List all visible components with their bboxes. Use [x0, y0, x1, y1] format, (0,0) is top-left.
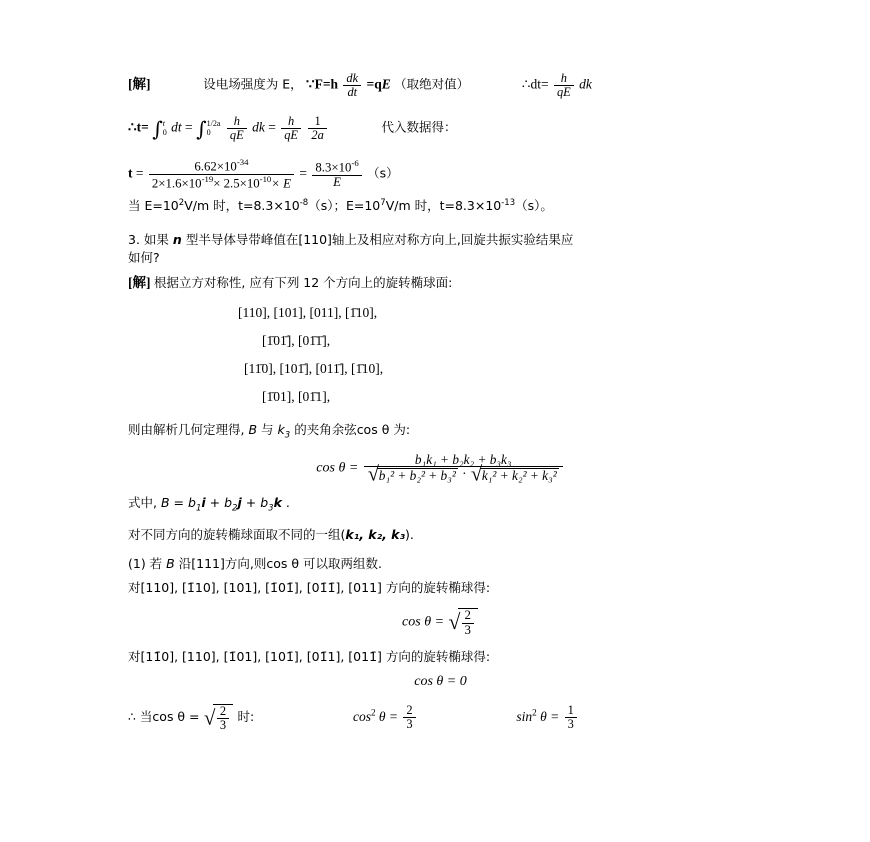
integral-sign-2: ∫: [196, 116, 207, 141]
h-numerator: h: [560, 71, 567, 85]
integral-equals-1: =: [185, 119, 193, 135]
result-numerator: $8.3\times 10^{-6}$: [315, 158, 359, 175]
groups-k3: , k₃: [382, 526, 405, 542]
values-exp-b: -8: [299, 197, 309, 208]
groups-lead: 对不同方向的旋转椭球面取不同的一组(: [128, 526, 346, 542]
result-fraction: [312, 159, 361, 189]
dt-denominator: dt: [343, 85, 361, 99]
where-j: j: [237, 494, 242, 510]
final-tail: 时:: [237, 708, 255, 724]
force-equals: =q: [366, 76, 382, 92]
numeric-equals-2: =: [299, 165, 307, 181]
h-qE-fraction-3: $\frac{h}{qE}$: [281, 115, 301, 142]
dir-011: [011],: [309, 304, 342, 320]
dir-1bar10-b: [1̄10],: [351, 360, 384, 376]
final-cos2-fraction: $\frac{2}{3}$: [403, 704, 415, 731]
solution-3-intro-line: [128, 273, 753, 293]
substitute-note: 代入数据得：: [381, 119, 457, 135]
where-plus-2: +: [245, 494, 257, 510]
solution-1-line-1: [128, 72, 753, 99]
case-1-directions-line-2: 对[11̄0], [110], [1̄01], [101̄], [01̄1], [011̄] 方向的旋转椭球得:: [128, 649, 491, 665]
case-1-label: (1) 若: [128, 555, 163, 571]
dir-01bar1: [01̄1],: [298, 388, 331, 404]
h-qE-fraction: [554, 72, 574, 99]
integral-sign-1: ∫: [152, 116, 163, 141]
solution-3-intro: 根据立方对称性, 应有下列 12 个方向上的旋转椭球面:: [153, 275, 453, 291]
where-plus-1: +: [209, 494, 221, 510]
final-lead: ∴ 当cos θ =: [128, 708, 200, 724]
direction-row-4: [262, 389, 753, 405]
final-sin2-fraction: $\frac{1}{3}$: [565, 704, 577, 731]
question-text-b: 型半导体导带峰值在[110]轴上及相应对称方向上,回旋共振实验结果应: [185, 231, 574, 247]
case-1-directions-line-1: 对[110], [1̄10], [101], [1̄01̄], [01̄1̄], [011] 方向的旋转椭球得:: [128, 579, 491, 595]
where-b3: b: [260, 494, 269, 510]
numeric-numerator: $6.62\times 10^{-34}$: [194, 157, 249, 174]
force-relation: ∵F=h: [306, 76, 339, 92]
direction-row-2: [262, 333, 753, 349]
dir-01bar1bar: [01̄1̄],: [298, 332, 331, 348]
where-b2-sub: 2: [232, 503, 238, 514]
dir-11bar0: [11̄0],: [244, 360, 277, 376]
final-cos2-rest: θ =: [378, 708, 399, 724]
case-1-eq1-sqrt: [449, 608, 478, 637]
values-text-a: 当 E=10: [128, 197, 179, 213]
integral-lead: ∴t=: [128, 119, 149, 135]
integral-limits-1: t 0: [162, 119, 167, 137]
final-sin2-rest: θ =: [540, 708, 560, 724]
one-over-2a-fraction: $\frac{1}{2a}$: [308, 115, 326, 142]
where-lead: 式中,: [128, 494, 157, 510]
formula-fraction: [364, 453, 563, 483]
result-unit: （s）: [367, 165, 399, 181]
final-sin2-lhs: sin: [516, 708, 533, 724]
case-1-line: [128, 555, 753, 573]
values-text-b: V/m 时，t=8.3×10: [184, 197, 300, 213]
formula-numerator: b₁k₁ + b₂k₂ + b₃k₃: [414, 451, 512, 467]
question-text-a: 如果: [143, 231, 169, 247]
where-k: k: [273, 494, 282, 510]
final-sqrt: [204, 704, 233, 732]
groups-k1: k₁: [345, 526, 360, 542]
dir-011bar: [011̄],: [315, 360, 348, 376]
numeric-lead: t: [128, 165, 133, 181]
final-sin2-exp: 2: [532, 707, 537, 718]
formula-lhs: cos θ =: [316, 459, 359, 475]
force-E: E: [381, 76, 391, 92]
cos-theta-lead-line: [128, 421, 753, 442]
direction-list: [238, 305, 753, 405]
where-B: B: [160, 494, 170, 510]
groups-line: [128, 526, 753, 544]
result-denominator: E: [312, 175, 361, 189]
cos-lead-k-sub: 3: [284, 430, 291, 441]
question-3-line-2: 如何?: [128, 250, 160, 265]
case-1-eq1-fraction: √ $\frac{2}{3}$: [462, 609, 474, 637]
formula-sqrt-b: √ b₁² + b₂² + b₃²: [368, 468, 458, 483]
dk-numerator: dk: [346, 71, 359, 85]
values-line: [128, 197, 753, 215]
integral-body-1: dt: [171, 119, 182, 135]
qE-denominator: qE: [554, 85, 574, 99]
solution-3-tag: [解]: [128, 275, 151, 291]
case-1-eq1-lhs: cos θ =: [402, 614, 445, 630]
solution-tag: [解]: [128, 76, 151, 92]
values-text-e: （s）。: [515, 197, 553, 213]
where-b1-sub: 1: [195, 503, 202, 514]
final-sqrt-fraction: √ $\frac{2}{3}$: [217, 705, 229, 732]
groups-k2: , k₂: [359, 526, 383, 542]
case-1-eq1-frac-wrap: [458, 608, 478, 637]
where-i: i: [201, 494, 206, 510]
numeric-fraction: [149, 158, 294, 190]
dt-relation: ∴dt=: [521, 76, 549, 92]
integral-line: [128, 115, 753, 142]
dir-110: [110],: [238, 304, 271, 320]
dir-1bar10: [1̄10],: [345, 304, 378, 320]
solution-1-intro: 设电场强度为 E，: [203, 76, 303, 92]
h-qE-fraction-2: $\frac{h}{qE}$: [227, 115, 247, 142]
cos-lead-k: k: [277, 421, 285, 437]
final-cos2-lhs: cos: [352, 708, 371, 724]
where-b1: b: [188, 494, 196, 510]
formula-dot: ·: [462, 466, 467, 482]
where-period: .: [285, 494, 290, 510]
dk-tail: dk: [579, 76, 592, 92]
direction-row-3: [244, 361, 753, 377]
cos-lead-text: 则由解析几何定理得,: [128, 421, 245, 437]
where-eq: =: [173, 494, 185, 510]
dk-dt-fraction: [343, 72, 361, 99]
cos-lead-B: B: [248, 421, 258, 437]
question-3-line-1: [128, 231, 753, 249]
values-text-c: （s）；E=10: [308, 197, 381, 213]
direction-row-1: [238, 305, 753, 321]
case-1-B: B: [166, 555, 175, 571]
dir-1bar01: [1̄01],: [262, 388, 295, 404]
values-text-d: V/m 时，t=8.3×10: [385, 197, 502, 213]
where-b2: b: [224, 494, 233, 510]
dir-101: [101],: [273, 304, 307, 320]
where-line: [128, 494, 753, 515]
document-content: [128, 72, 753, 732]
where-b3-sub: 3: [268, 503, 274, 514]
formula-sqrt-k: √ k₁² + k₂² + k₃²: [471, 468, 559, 483]
dir-1bar01bar: [1̄01̄],: [262, 332, 295, 348]
values-exp-c: 7: [380, 197, 386, 208]
final-cos2-exp: 2: [370, 707, 376, 718]
cos-lead-tail: 的夹角余弦cos θ 为:: [294, 421, 411, 437]
case-1-text: 沿[111]方向,则cos θ 可以取两组数.: [178, 555, 382, 571]
values-exp-a: 2: [178, 197, 185, 208]
final-line: [128, 704, 753, 732]
question-number: 3.: [128, 231, 140, 247]
integral-body-2: dk: [252, 119, 265, 135]
cos-lead-mid: 与: [261, 421, 274, 437]
case-1-equation-2: cos θ = 0: [414, 674, 467, 690]
case-1-equation-1: [128, 608, 753, 637]
integral-equals-2: =: [268, 119, 276, 135]
values-exp-d: -13: [501, 197, 516, 208]
numeric-denominator: $2\times 1.6\times 10^{-19}\times 2.5\times 10^{-10}\times E$: [149, 174, 294, 191]
force-note: （取绝对值）: [394, 76, 470, 92]
question-italic-n: n: [172, 231, 182, 247]
integral-limits-2: 1/2a 0: [206, 119, 221, 137]
dir-101bar: [101̄],: [279, 360, 313, 376]
numeric-evaluation-line: [128, 158, 753, 190]
numeric-equals: =: [135, 165, 144, 181]
cos-theta-formula: [128, 453, 753, 483]
formula-denominator: [364, 466, 563, 482]
groups-tail: ).: [404, 526, 414, 542]
